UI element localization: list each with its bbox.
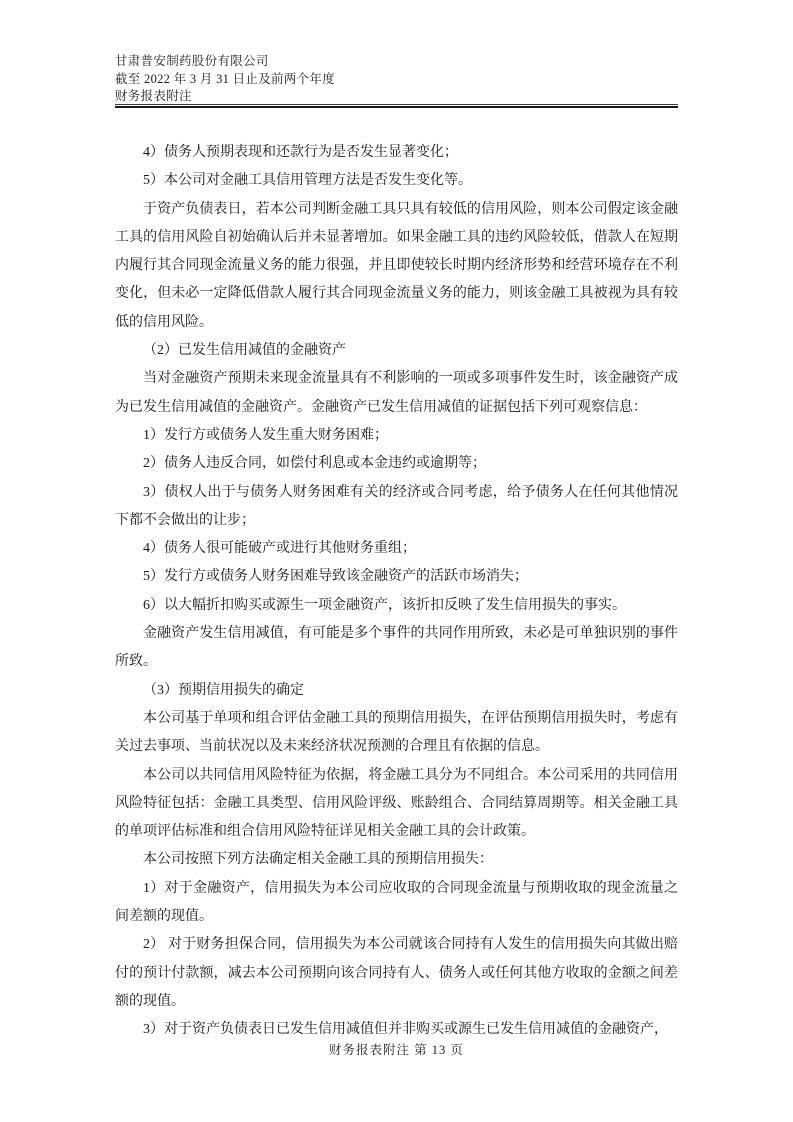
body-paragraph: 4）债务人预期表现和还款行为是否发生显著变化； [143,145,458,160]
body-paragraph: 3）债权人出于与债务人财务困难有关的经济或合同考虑，给予债务人在任何其他情况下都不会做出的让步； [115,484,678,528]
body-paragraph: 本公司以共同信用风险特征为依据，将金融工具分为不同组合。本公司采用的共同信用风险特征包括：金融工具类型、信用风险评级、账龄组合、合同结算周期等。相关金融工具的单项评估标准和组合信用风险特征详见相关金融工具的会计政策。 [115,767,678,840]
document-header [115,53,678,106]
document-body [115,139,678,1045]
document-title: 财务报表附注 [115,89,192,104]
body-paragraph: （3）预期信用损失的确定 [143,682,304,698]
body-paragraph: 4）债务人很可能破产或进行其他财务重组； [143,541,416,557]
body-paragraph: 本公司按照下列方法确定相关金融工具的预期信用损失： [143,852,493,868]
body-paragraph: 本公司基于单项和组合评估金融工具的预期信用损失，在评估预期信用损失时，考虑有关过去事项、当前状况以及未来经济状况预测的合理且有依据的信息。 [115,710,678,755]
body-paragraph: 2） 对于财务担保合同，信用损失为本公司就该合同持有人发生的信用损失向其做出赔付的预计付款额，减去本公司预期向该合同持有人、债务人或任何其他方收取的金额之间差额的现值。 [115,937,678,1009]
body-paragraph: 当对金融资产预期未来现金流量具有不利影响的一项或多项事件发生时，该金融资产成为已发生信用减值的金融资产。金融资产已发生信用减值的证据包括下列可观察信息： [115,371,678,415]
body-paragraph: 1）对于金融资产，信用损失为本公司应收取的合同现金流量与预期收取的现金流量之间差额的现值。 [115,880,678,925]
body-paragraph: 6）以大幅折扣购买或源生一项金融资产，该折扣反映了发生信用损失的事实。 [143,597,626,613]
body-paragraph: 3）对于资产负债表日已发生信用减值但并非购买或源生已发生信用减值的金融资产， [143,1022,668,1038]
body-paragraph: 金融资产发生信用减值，有可能是多个事件的共同作用所致，未必是可单独识别的事件所致。 [115,626,678,670]
body-paragraph: 5）发行方或债务人财务困难导致该金融资产的活跃市场消失； [143,569,528,585]
company-name: 甘肃普安制药股份有限公司 [115,54,269,68]
report-period: 截至 2022 年 3 月 31 日止及前两个年度 [115,71,336,86]
body-paragraph: （2）已发生信用减值的金融资产 [143,343,346,359]
body-paragraph: 1）发行方或债务人发生重大财务困难； [143,427,388,443]
body-paragraph: 2）债务人违反合同，如偿付利息或本金违约或逾期等； [143,456,486,472]
page-number: 财务报表附注 第 13 页 [329,1043,464,1057]
header-rule [115,104,678,108]
body-paragraph: 于资产负债表日，若本公司判断金融工具只具有较低的信用风险，则本公司假定该金融工具的信用风险自初始确认后并未显著增加。如果金融工具的违约风险较低，借款人在短期内履行其合同现金流量义务的能力很强，并且即使较长时期内经济形势和经营环境存在不利变化，但未必一定降低借款人履行其合同现金流量义务的能力，则该金融工具被视为具有较低的信用风险。 [115,201,678,330]
page-footer [0,1041,793,1059]
body-paragraph: 5）本公司对金融工具信用管理方法是否发生变化等。 [143,173,472,189]
